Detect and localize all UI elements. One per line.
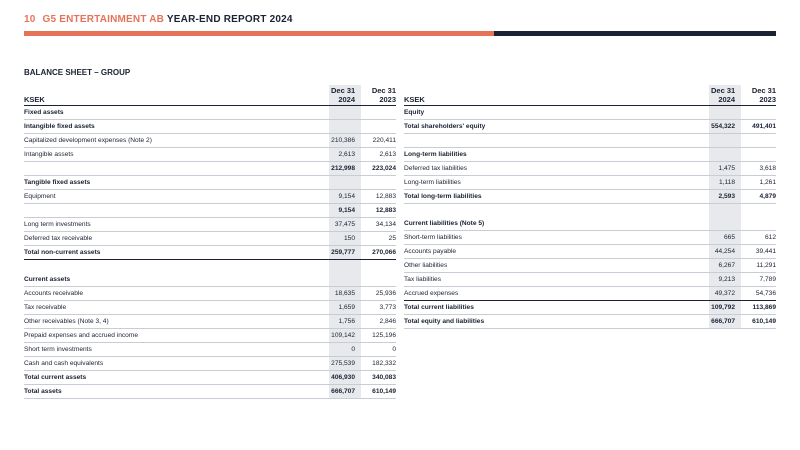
equity-liabilities-table [404,85,776,329]
table-row [24,190,396,204]
value-2024: 37,475 [329,218,361,232]
row-label: Intangible assets [24,148,329,162]
table-row [404,301,776,315]
table-row [404,287,776,301]
assets-table [24,85,396,399]
value-2023: 11,291 [741,259,776,273]
row-label: Accounts payable [404,245,709,259]
row-label: Accounts receivable [24,287,329,301]
value-2024: 150 [329,232,361,246]
row-label: Long term investments [24,218,329,232]
column-header-2024: Dec 31 2024 [329,85,361,106]
row-label: Long-term liabilities [404,148,709,162]
value-2023: 340,083 [361,371,396,385]
value-2023: 2,846 [361,315,396,329]
table-row [24,301,396,315]
value-2024: 554,322 [709,120,741,134]
company-name: G5 ENTERTAINMENT AB [42,14,165,25]
column-header-2023: Dec 31 2023 [361,85,396,106]
table-row [404,231,776,245]
row-label: Tax liabilities [404,273,709,287]
row-label: Accrued expenses [404,287,709,301]
value-2023: 54,736 [741,287,776,301]
table-row [404,259,776,273]
equity-liabilities-table-body [404,106,776,329]
value-2024 [709,204,741,218]
row-label: Short-term liabilities [404,231,709,245]
value-2023: 491,401 [741,120,776,134]
row-label: Prepaid expenses and accrued income [24,329,329,343]
table-row [404,148,776,162]
row-label: Total current liabilities [404,301,709,315]
value-2024 [709,106,741,120]
row-label: Other receivables (Note 3, 4) [24,315,329,329]
table-row [24,315,396,329]
value-2023: 7,789 [741,273,776,287]
row-label [24,204,329,218]
row-label: Long-term liabilities [404,176,709,190]
table-row [24,204,396,218]
row-label: Short term investments [24,343,329,357]
value-2024: 210,386 [329,134,361,148]
divider-accent [24,31,494,36]
value-2024: 275,539 [329,357,361,371]
value-2024: 2,593 [709,190,741,204]
value-2024: 49,372 [709,287,741,301]
row-label: Cash and cash equivalents [24,357,329,371]
value-2023: 125,196 [361,329,396,343]
value-2023: 610,149 [361,385,396,399]
row-label: Tangible fixed assets [24,176,329,190]
row-label: Intangible fixed assets [24,120,329,134]
value-2023 [741,106,776,120]
table-row [24,343,396,357]
value-2024: 109,142 [329,329,361,343]
page-number: 10 [24,14,36,25]
value-2023: 0 [361,343,396,357]
table-row [24,218,396,232]
section-title: BALANCE SHEET – GROUP [24,68,131,77]
value-2023 [361,106,396,120]
value-2024: 666,707 [709,315,741,329]
table-row [24,371,396,385]
value-2023: 113,869 [741,301,776,315]
report-title: YEAR-END REPORT 2024 [166,14,293,25]
row-label: Total long-term liabilities [404,190,709,204]
value-2024 [329,273,361,287]
value-2024: 212,998 [329,162,361,176]
row-label: Deferred tax liabilities [404,162,709,176]
value-2023: 25,936 [361,287,396,301]
table-row [24,148,396,162]
value-2024: 44,254 [709,245,741,259]
table-row [24,176,396,190]
table-row [404,315,776,329]
table-row [404,176,776,190]
value-2024: 1,756 [329,315,361,329]
row-label: Current assets [24,273,329,287]
value-2023 [361,176,396,190]
value-2024: 1,659 [329,301,361,315]
value-2023: 270,066 [361,246,396,260]
table-row [24,246,396,260]
value-2023: 25 [361,232,396,246]
table-row [24,134,396,148]
value-2024: 109,792 [709,301,741,315]
row-label: Deferred tax receivable [24,232,329,246]
value-2023: 39,441 [741,245,776,259]
value-2023: 2,613 [361,148,396,162]
value-2024: 1,475 [709,162,741,176]
value-2023: 182,332 [361,357,396,371]
value-2023: 4,879 [741,190,776,204]
value-2023 [741,134,776,148]
table-row [404,273,776,287]
table-row [404,204,776,218]
row-label: Total non-current assets [24,246,329,260]
table-row [24,385,396,399]
table-row [404,245,776,259]
value-2023 [741,148,776,162]
report-header [24,14,293,25]
row-label: Equity [404,106,709,120]
table-row [24,273,396,287]
table-row [24,162,396,176]
value-2023: 610,149 [741,315,776,329]
value-2023: 220,411 [361,134,396,148]
value-2023 [361,120,396,134]
row-label: Total current assets [24,371,329,385]
value-2024: 9,154 [329,204,361,218]
value-2024: 2,613 [329,148,361,162]
table-row [24,287,396,301]
value-2024 [329,260,361,274]
column-header-ksek: KSEK [24,85,329,106]
divider-navy [494,31,776,36]
table-row [24,329,396,343]
value-2023: 3,618 [741,162,776,176]
value-2023: 1,261 [741,176,776,190]
row-label [404,204,709,218]
value-2023: 34,134 [361,218,396,232]
table-row [404,217,776,231]
value-2023: 223,024 [361,162,396,176]
value-2024: 0 [329,343,361,357]
value-2023 [741,217,776,231]
column-header-2024: Dec 31 2024 [709,85,741,106]
row-label: Equipment [24,190,329,204]
value-2023: 3,773 [361,301,396,315]
table-row [24,232,396,246]
value-2024: 259,777 [329,246,361,260]
value-2024: 665 [709,231,741,245]
value-2024 [329,120,361,134]
table-row [24,106,396,120]
table-row [24,260,396,274]
value-2024 [709,134,741,148]
value-2024: 406,930 [329,371,361,385]
column-header-ksek: KSEK [404,85,709,106]
row-label [404,134,709,148]
row-label: Current liabilities (Note 5) [404,217,709,231]
row-label: Total shareholders' equity [404,120,709,134]
row-label: Tax receivable [24,301,329,315]
row-label [24,162,329,176]
value-2024: 1,118 [709,176,741,190]
value-2024: 6,267 [709,259,741,273]
row-label: Total equity and liabilities [404,315,709,329]
value-2024: 9,213 [709,273,741,287]
value-2023: 612 [741,231,776,245]
table-row [404,190,776,204]
value-2024: 666,707 [329,385,361,399]
value-2024: 18,635 [329,287,361,301]
value-2023 [361,273,396,287]
table-row [404,120,776,134]
table-row [404,106,776,120]
value-2024 [709,148,741,162]
value-2024: 9,154 [329,190,361,204]
value-2024 [329,106,361,120]
table-row [24,357,396,371]
column-header-2023: Dec 31 2023 [741,85,776,106]
table-row [404,134,776,148]
value-2023 [741,204,776,218]
header-divider-bar [24,31,776,36]
value-2023 [361,260,396,274]
value-2024 [329,176,361,190]
table-row [24,120,396,134]
row-label: Total assets [24,385,329,399]
assets-table-body [24,106,396,399]
row-label [24,260,329,274]
value-2023: 12,883 [361,204,396,218]
table-row [404,162,776,176]
row-label: Capitalized development expenses (Note 2) [24,134,329,148]
row-label: Fixed assets [24,106,329,120]
row-label: Other liabilities [404,259,709,273]
value-2023: 12,883 [361,190,396,204]
value-2024 [709,217,741,231]
